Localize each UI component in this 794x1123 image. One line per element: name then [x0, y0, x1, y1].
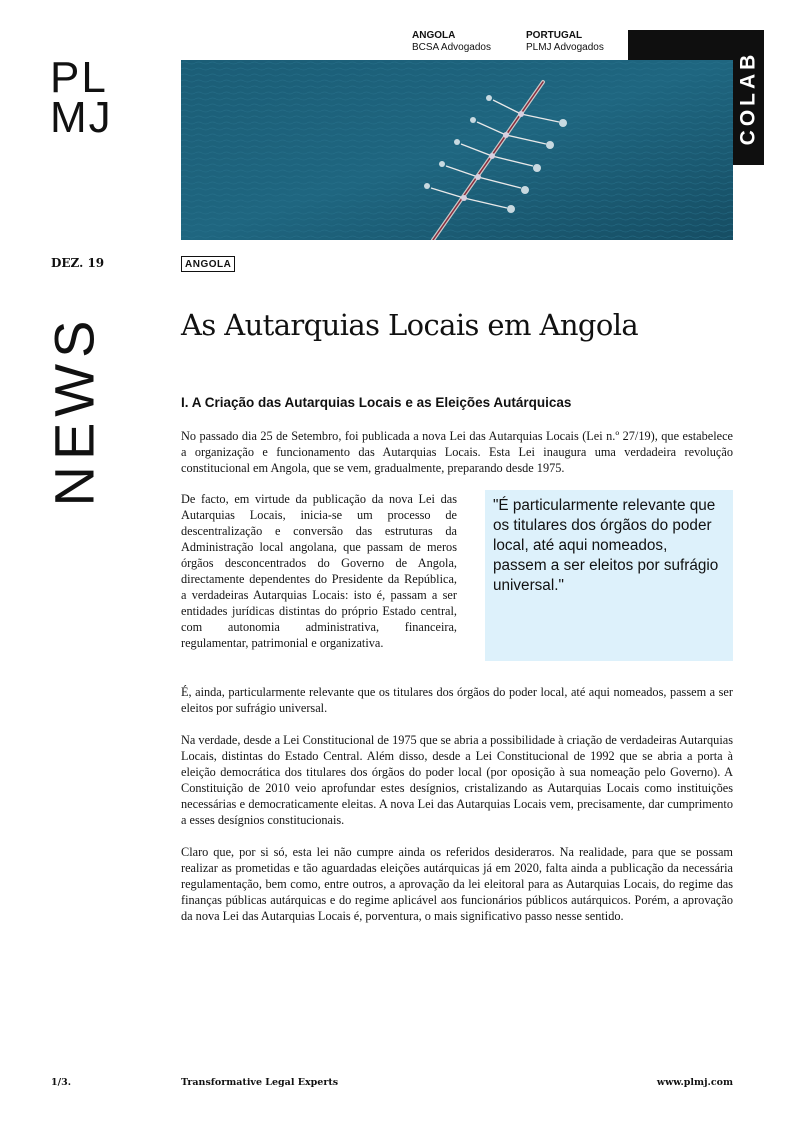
country-tag: ANGOLA — [181, 256, 235, 272]
colab-label: COLAB — [736, 50, 760, 145]
paragraph-2: De facto, em virtude da publicação da nova Lei das Autarquias Locais, inicia-se um processo de descentralização e conversão das estruturas da Administração local angolana, que passam de meros órgãos desconcentrados do Governo de Angola, directamente dependentes do Presidente da República, a verdadeiras Autarquias Locais: isto é, passam a ser entidades jurídicas distintas do próprio Estado central, com autonomia administrativa, financeira, regulamentar, patrimonial e organizativa. — [181, 492, 457, 650]
partner-angola — [412, 30, 491, 54]
plmj-logo — [50, 53, 113, 142]
colab-label-wrap — [733, 30, 764, 165]
partner-firm: BCSA Advogados — [412, 42, 491, 53]
footer-website-link[interactable]: www.plmj.com — [656, 1077, 733, 1088]
partner-portugal — [526, 30, 604, 54]
hero-image — [181, 60, 733, 240]
pull-quote — [485, 490, 733, 661]
logo-line-2: MJ — [50, 93, 113, 142]
news-label: NEWS — [42, 314, 106, 507]
paragraph-3: É, ainda, particularmente relevante que os titulares dos órgãos do poder local, até aqui nomeados, passem a ser eleitos por sufrágio universal. — [181, 685, 733, 715]
paragraph-5: Claro que, por si só, esta lei não cumpre ainda os referidos desiderатos. Na realidade, para que se possam realizar as prometidas e tão aguardadas eleições autárquicas já em 2020, falta ainda a publicação da necessária regulamentação, bem como, entre outros, a aprovação da lei eleitoral para as Autarquias Locais, do regime das finanças públicas autárquicas e do regime aplicável aos funcionários públicos autárquicos. Porém, a aprovação da nova Lei das Autarquias Locais é, porventura, o mais significativo passo nesse sentido. — [181, 845, 733, 923]
page-number: 1/3. — [51, 1077, 71, 1088]
article-title: As Autarquias Locais em Angola — [181, 308, 639, 342]
pull-quote-text: "É particularmente relevante que os titulares dos órgãos do poder local, até aqui nomeados, passem a ser eleitos por sufrágio universal." — [493, 497, 719, 594]
partner-country: ANGOLA — [412, 30, 456, 41]
partner-firm: PLMJ Advogados — [526, 42, 604, 53]
section-heading: I. A Criação das Autarquias Locais e as Eleições Autárquicas — [181, 395, 572, 410]
paragraph-1: No passado dia 25 de Setembro, foi publicada a nova Lei das Autarquias Locais (Lei n.º 27/19), que estabelece a organização e funcionamento das Autarquias Locais. Esta Lei inaugura uma verdadeira revolução constitucional em Angola, que se vem, gradualmente, preparando desde 1975. — [181, 429, 733, 475]
logo-line-1: PL — [50, 53, 108, 102]
footer-tagline: Transformative Legal Experts — [181, 1077, 339, 1088]
paragraph-4: Na verdade, desde a Lei Constitucional de 1975 que se abria a possibilidade à criação de verdadeiras Autarquias Locais, distintas do Estado Central. Além disso, desde a Lei Constitucional de 1992 que se abria a porta à eleição democrática dos titulares dos órgãos do poder local (por oposição à sua nomeação pelo Governo). A Constituição de 2010 veio aprofundar estes desígnios, cristalizando as Autarquias Locais como instituições necessárias e democraticamente eleitas. A nova Lei das Autarquias Locais vem, precisamente, dar cumprimento a esses desígnios constitucionais. — [181, 733, 733, 827]
issue-date: DEZ. 19 — [51, 256, 105, 270]
partner-country: PORTUGAL — [526, 30, 583, 41]
rowing-boat-aerial-icon — [181, 60, 733, 240]
news-label-wrap — [44, 308, 104, 513]
